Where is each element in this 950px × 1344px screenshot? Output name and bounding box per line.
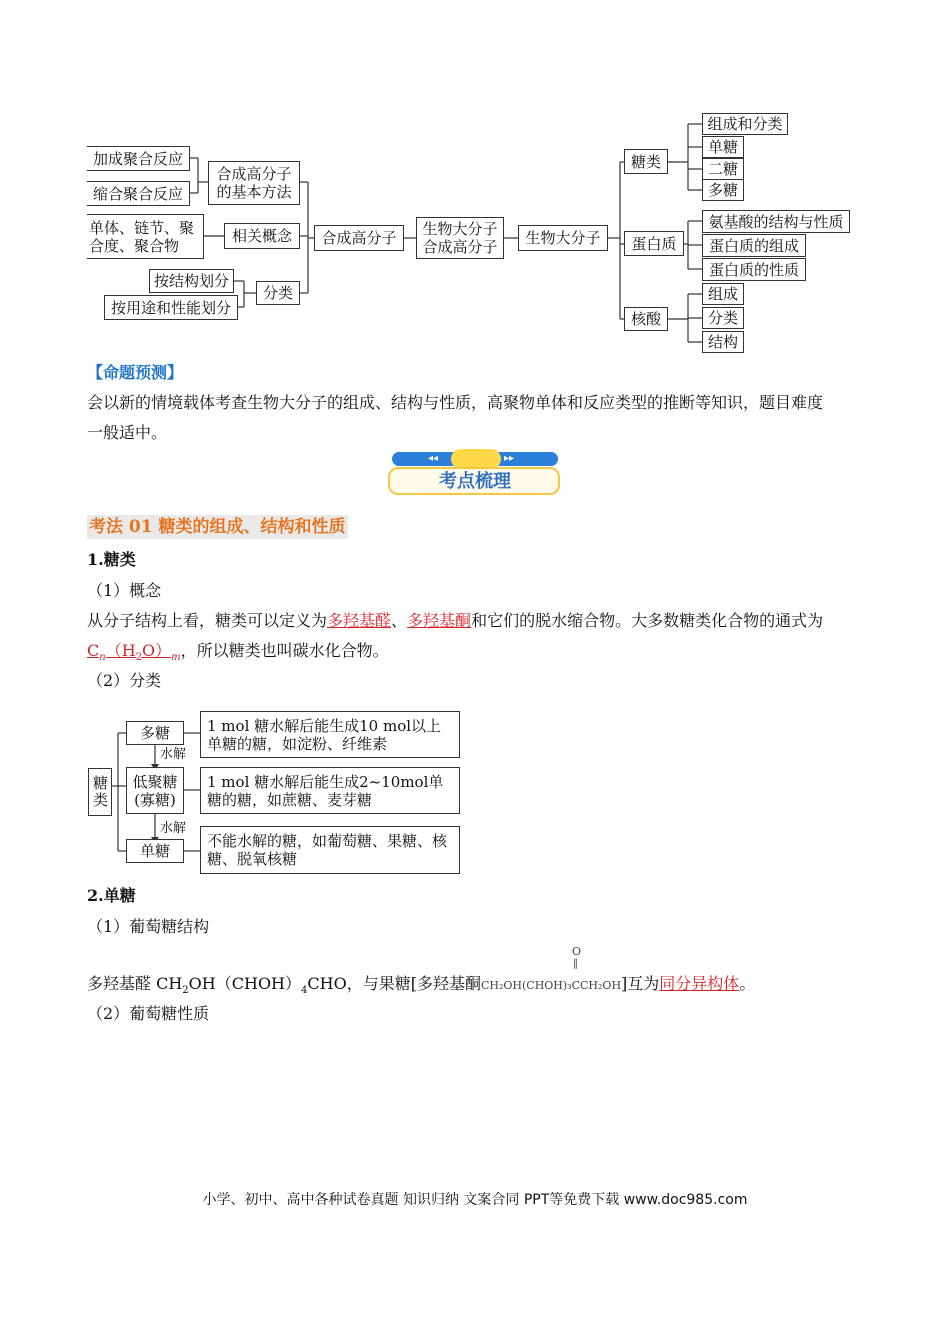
- answer-polyhydroxy-ketone: 多羟基酮: [407, 611, 472, 630]
- concept-text-post: 和它们的脱水缩合物。大多数糖类化合物的通式为: [471, 611, 824, 630]
- map-leaf-monosaccharide: 单糖: [702, 136, 744, 158]
- class-desc-mono-line1: 不能水解的糖，如葡萄糖、果糖、核: [207, 832, 448, 850]
- map-node-nucleic-acid: 核酸: [624, 307, 668, 331]
- fructose-formula: CH₂OH(CHOH)₃CCH₂OH: [480, 979, 622, 992]
- formula-2: 2: [135, 652, 143, 664]
- map-leaf-protein-composition: 蛋白质的组成: [702, 234, 806, 257]
- formula-h: （H: [105, 641, 136, 660]
- heading-sugars: 1.糖类: [87, 550, 136, 569]
- ketone-o-label: O: [572, 945, 582, 958]
- map-leaf-amino-acid: 氨基酸的结构与性质: [702, 210, 850, 233]
- glucose-text-mid2: CHO，与果糖[多羟基酮: [307, 974, 481, 993]
- class-root-text: 糖类: [91, 775, 109, 809]
- formula-o: O）: [142, 641, 172, 660]
- banner-arrows-right-icon: ▸▸: [504, 453, 515, 464]
- map-leaf-nucleic-classification: 分类: [702, 307, 744, 329]
- class-polysaccharide: 多糖: [126, 721, 184, 745]
- sub-classification: （2）分类: [87, 671, 162, 690]
- class-desc-oligo-line2: 糖的糖，如蔗糖、麦芽糖: [207, 790, 373, 809]
- section-title: 考法 01 糖类的组成、结构和性质: [89, 517, 346, 537]
- sub-glucose-structure: （1）葡萄糖结构: [87, 917, 210, 936]
- concept-line2-post: ，所以糖类也叫碳水化合物。: [180, 641, 389, 660]
- map-node-addition-polymerization: 加成聚合反应: [87, 146, 190, 171]
- glucose-text-mid3: ]互为: [621, 974, 660, 993]
- forecast-heading: 【命题预测】: [87, 363, 184, 382]
- map-node-biomacromolecule: 生物大分子: [518, 225, 608, 251]
- formula-m: m: [171, 652, 181, 664]
- map-node-classification: 分类: [256, 281, 300, 305]
- page-footer: 小学、初中、高中各种试卷真题 知识归纳 文案合同 PPT等免费下载 www.doc985.com: [202, 1192, 748, 1208]
- map-node-center-line2: 合成高分子: [422, 238, 498, 256]
- class-desc-mono: [200, 826, 460, 874]
- map-node-monomer-line2: 合度、聚合物: [89, 236, 180, 255]
- class-desc-poly-line1: 1 mol 糖水解后能生成10 mol以上: [207, 716, 442, 735]
- map-node-monomer-line1: 单体、链节、聚: [89, 218, 195, 237]
- heading-monosaccharide: 2.单糖: [87, 886, 136, 905]
- class-oligosaccharide: [126, 767, 184, 814]
- class-root-sugar: [88, 768, 112, 816]
- map-leaf-protein-properties: 蛋白质的性质: [702, 258, 806, 281]
- class-desc-oligo: [200, 767, 460, 814]
- map-node-condensation-polymerization: 缩合聚合反应: [87, 181, 190, 206]
- class-desc-poly-line2: 单糖的糖，如淀粉、纤维素: [207, 734, 388, 753]
- map-node-synthetic-polymer: 合成高分子: [314, 225, 404, 251]
- forecast-line2: 一般适中。: [87, 423, 168, 442]
- forecast-line1: 会以新的情境载体考查生物大分子的组成、结构与性质，高聚物单体和反应类型的推断等知识，题目难度: [87, 393, 824, 412]
- sub-concept: （1）概念: [87, 581, 162, 600]
- banner-label: 考点梳理: [439, 471, 511, 492]
- map-node-center-line1: 生物大分子: [422, 220, 498, 238]
- class-desc-mono-line2: 糖、脱氧核糖: [207, 850, 298, 868]
- map-leaf-polysaccharide: 多糖: [702, 179, 744, 201]
- class-oligo-line1: 低聚糖: [132, 772, 178, 791]
- class-monosaccharide: 单糖: [126, 839, 184, 863]
- map-leaf-nucleic-composition: 组成: [702, 283, 744, 305]
- map-leaf-disaccharide: 二糖: [702, 158, 744, 180]
- class-oligo-line2: (寡糖): [134, 790, 176, 809]
- map-leaf-sugar-composition: 组成和分类: [702, 113, 788, 135]
- formula-c: C: [87, 641, 100, 660]
- answer-isomer: 同分异构体: [659, 974, 740, 993]
- map-node-synthesis-methods-line1: 合成高分子: [216, 165, 292, 183]
- map-node-protein: 蛋白质: [624, 231, 684, 256]
- class-desc-oligo-line1: 1 mol 糖水解后能生成2~10mol单: [207, 772, 444, 791]
- map-node-by-structure: 按结构划分: [149, 269, 234, 293]
- glucose-text-mid: OH（CHOH）: [188, 974, 302, 993]
- hydrolysis-label-1: 水解: [160, 747, 187, 762]
- glucose-sub-2: 2: [182, 985, 189, 997]
- glucose-text-pre: 多羟基醛 CH: [87, 974, 183, 993]
- map-leaf-nucleic-structure: 结构: [702, 331, 744, 353]
- ketone-double-bond: ‖: [573, 958, 578, 969]
- concept-sep: 、: [391, 611, 408, 630]
- glucose-text-end: 。: [739, 974, 756, 993]
- formula-n: n: [99, 652, 106, 664]
- banner-arrows-left-icon: ◂◂: [428, 453, 439, 464]
- concept-text-pre: 从分子结构上看，糖类可以定义为: [87, 611, 328, 630]
- map-node-related-concepts: 相关概念: [224, 223, 300, 249]
- hydrolysis-label-2: 水解: [160, 821, 187, 836]
- map-node-by-use: 按用途和性能划分: [104, 295, 238, 320]
- map-node-sugar: 糖类: [624, 149, 668, 174]
- map-node-synthesis-methods-line2: 的基本方法: [216, 183, 292, 201]
- answer-polyhydroxy-aldehyde: 多羟基醛: [327, 611, 392, 630]
- class-desc-poly: [200, 711, 460, 758]
- sub-glucose-properties: （2）葡萄糖性质: [87, 1004, 210, 1023]
- glucose-sub-4: 4: [301, 985, 308, 997]
